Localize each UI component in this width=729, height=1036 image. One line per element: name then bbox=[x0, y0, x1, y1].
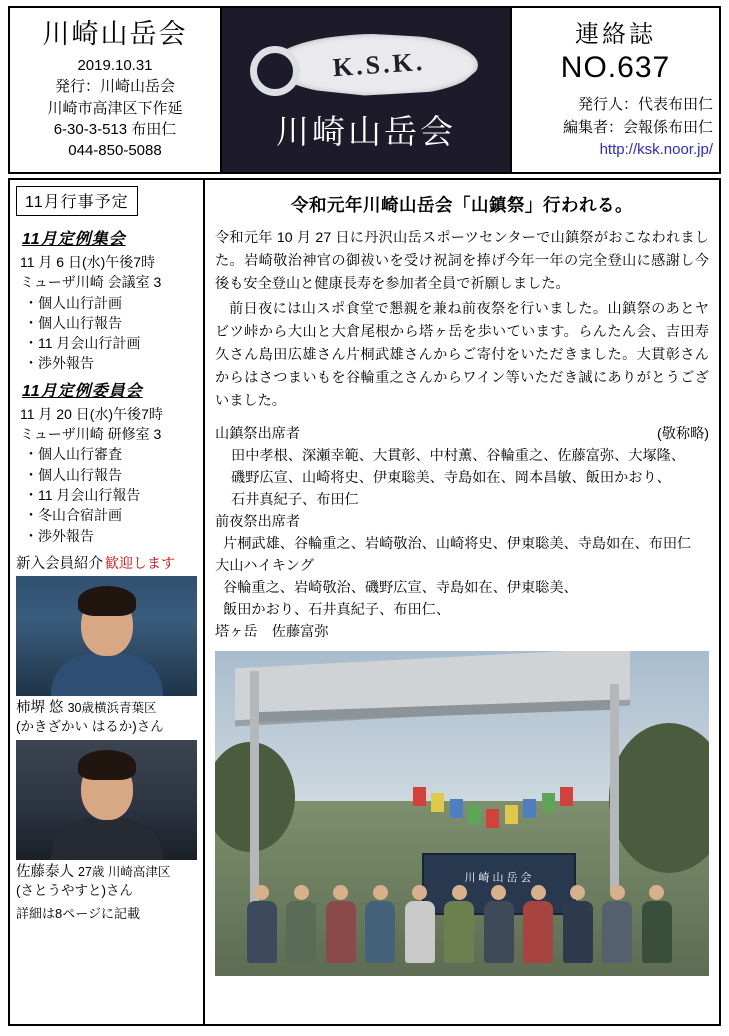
member-2-name: 佐藤泰人 bbox=[16, 864, 74, 881]
attendance-label-1: 山鎮祭出席者 bbox=[215, 426, 301, 442]
schedule-title: 11月行事予定 bbox=[16, 186, 138, 216]
masthead-left bbox=[10, 8, 222, 172]
masthead-right bbox=[512, 8, 719, 172]
bulletin-label: 連絡誌 bbox=[575, 21, 656, 48]
attendance-label-3: 大山ハイキング bbox=[215, 558, 314, 574]
photo-person bbox=[600, 885, 634, 963]
honorific-note: (敬称略) bbox=[656, 426, 709, 442]
photo-person bbox=[482, 885, 516, 963]
member-1-detail: 30歳横浜青葉区 bbox=[67, 700, 157, 715]
editor: 編集者：会報係布田仁 bbox=[562, 119, 713, 136]
attendance-names-line: 片桐武雄、谷輪重之、岩崎敬治、山崎将史、伊東聡美、寺島如在、布田仁 bbox=[223, 536, 692, 552]
member-2-note: 詳細は8ページに記載 bbox=[16, 906, 140, 922]
issue-date: 2019.10.31 bbox=[77, 57, 153, 74]
member-1-body-shape bbox=[51, 654, 163, 696]
photo-person bbox=[363, 885, 397, 963]
article-paragraph-1: 令和元年 10 月 27 日に丹沢山岳スポーツセンターで山鎮祭がおこなわれました。岩崎敬治神官の御祓いを受け祝詞を捧げ今年一年の完全登山に感謝し今後も安全登山と健康長寿を参加者全員で祈願しました。 bbox=[215, 230, 709, 292]
photo-banner-text: 川崎山岳会 bbox=[464, 871, 535, 884]
flag-icon bbox=[431, 793, 444, 812]
body-columns bbox=[8, 178, 721, 1026]
badge-wrap bbox=[222, 8, 510, 172]
attendance-block bbox=[215, 423, 709, 643]
list-item: ・冬山合宿計画 bbox=[24, 507, 122, 524]
badge-initials: K.S.K. bbox=[331, 46, 427, 82]
flag-icon bbox=[486, 809, 499, 828]
list-item: ・個人山行報告 bbox=[24, 314, 122, 331]
issue-number: NO.637 bbox=[560, 51, 671, 84]
meeting-venue: ミューザ川崎 会議室 3 bbox=[20, 274, 162, 291]
photo-flag-garland bbox=[413, 781, 581, 851]
page-title: 令和元年川崎山岳会「山鎮祭」行われる。 bbox=[291, 195, 633, 215]
issuer: 発行人：代表布田仁 bbox=[577, 96, 713, 113]
photo-person bbox=[521, 885, 555, 963]
meeting-datetime: 11 月 6 日(水)午後7時 bbox=[20, 254, 156, 270]
attendance-names-line: 飯田かおり、石井真紀子、布田仁、 bbox=[223, 602, 451, 618]
list-item: ・個人山行計画 bbox=[24, 294, 122, 311]
attendance-label-2: 前夜祭出席者 bbox=[215, 514, 301, 530]
welcome-badge: 歓迎します bbox=[105, 554, 175, 571]
club-name: 川崎山岳会 bbox=[42, 19, 188, 49]
group-photo bbox=[215, 651, 709, 976]
member-2-name-row bbox=[16, 862, 197, 882]
badge-subtitle: 川崎山岳会 bbox=[276, 114, 456, 151]
photo-person bbox=[324, 885, 358, 963]
sidebar bbox=[8, 178, 204, 1026]
flag-icon bbox=[542, 793, 555, 812]
photo-person bbox=[284, 885, 318, 963]
address-line-1: 川崎市高津区下作延 bbox=[47, 99, 183, 117]
photo-shelter-post-right bbox=[610, 684, 619, 892]
photo-shelter-post-left bbox=[250, 671, 259, 912]
list-item: ・個人山行報告 bbox=[24, 466, 122, 483]
flag-icon bbox=[523, 799, 536, 818]
flag-icon bbox=[413, 787, 426, 806]
new-members-header bbox=[16, 552, 197, 573]
committee-datetime: 11 月 20 日(水)午後7時 bbox=[20, 405, 163, 422]
member-photo-2 bbox=[16, 740, 197, 860]
section-heading-regular-meeting: 11月定例集会 bbox=[22, 231, 126, 248]
attendance-names-line: 田中孝根、深瀬幸範、大貫彰、中村薫、谷輪重之、佐藤富弥、大塚隆、 bbox=[231, 448, 686, 464]
attendance-header-1 bbox=[215, 423, 709, 445]
member-1-name-row bbox=[16, 698, 197, 718]
committee-venue: ミューザ川崎 研修室 3 bbox=[20, 426, 162, 443]
member-2-hair-shape bbox=[78, 750, 136, 780]
flag-icon bbox=[450, 799, 463, 818]
member-1-name: 柿堺 悠 bbox=[16, 699, 64, 716]
flag-icon bbox=[468, 805, 481, 824]
publisher: 発行：川崎山岳会 bbox=[54, 78, 175, 96]
list-item: ・11 月会山行報告 bbox=[24, 486, 141, 503]
member-photo-1 bbox=[16, 576, 197, 696]
attendance-names-line: 磯野広宣、山崎将史、伊東聡美、寺島如在、岡本昌敏、飯田かおり、 bbox=[231, 470, 671, 486]
photo-person bbox=[561, 885, 595, 963]
member-1-hair-shape bbox=[78, 586, 136, 616]
attendance-names-line: 谷輪重之、岩崎敬治、磯野広宣、寺島如在、伊東聡美、 bbox=[223, 580, 578, 596]
article-paragraph-2: 前日夜には山スポ食堂で懇親を兼ね前夜祭を行いました。山鎮祭のあとヤビツ峠から大山と大倉尾根から塔ヶ岳を歩いています。らんたん会、吉田寿久さん島田広雄さん片桐武雄さんからご寄付をいただきました。大貫彰さんからはさつまいもを谷輪重之さんからワイン等いただき誠にありがとうございました。 bbox=[215, 301, 709, 409]
article-column bbox=[204, 178, 721, 1026]
club-badge-photo bbox=[222, 8, 512, 172]
flag-icon bbox=[560, 787, 573, 806]
photo-person bbox=[442, 885, 476, 963]
member-2-body-shape bbox=[51, 818, 163, 860]
photo-person bbox=[640, 885, 674, 963]
attendance-names-line: 石井真紀子、布田仁 bbox=[231, 492, 359, 508]
photo-person bbox=[403, 885, 437, 963]
member-2-detail: 27歳 川崎高津区 bbox=[78, 865, 171, 880]
list-item: ・渉外報告 bbox=[24, 355, 94, 372]
masthead bbox=[8, 6, 721, 174]
member-1-reading: (かきざかい はるか)さん bbox=[16, 719, 164, 735]
website-url[interactable]: http://ksk.noor.jp/ bbox=[599, 141, 713, 158]
list-item: ・渉外報告 bbox=[24, 527, 94, 544]
photo-person bbox=[245, 885, 279, 963]
member-2-reading: (さとうやすと)さん bbox=[16, 883, 133, 899]
section-heading-committee-meeting: 11月定例委員会 bbox=[22, 382, 143, 400]
list-item: ・個人山行審査 bbox=[24, 446, 122, 463]
phone-number: 044-850-5088 bbox=[68, 142, 162, 160]
pin-icon bbox=[250, 30, 482, 102]
flag-icon bbox=[505, 805, 518, 824]
new-members-title: 新入会員紹介 bbox=[16, 555, 103, 572]
attendance-label-4: 塔ヶ岳 佐藤富弥 bbox=[215, 624, 329, 640]
list-item: ・11 月会山行計画 bbox=[24, 335, 141, 352]
address-line-2: 6-30-3-513 布田仁 bbox=[53, 120, 177, 138]
